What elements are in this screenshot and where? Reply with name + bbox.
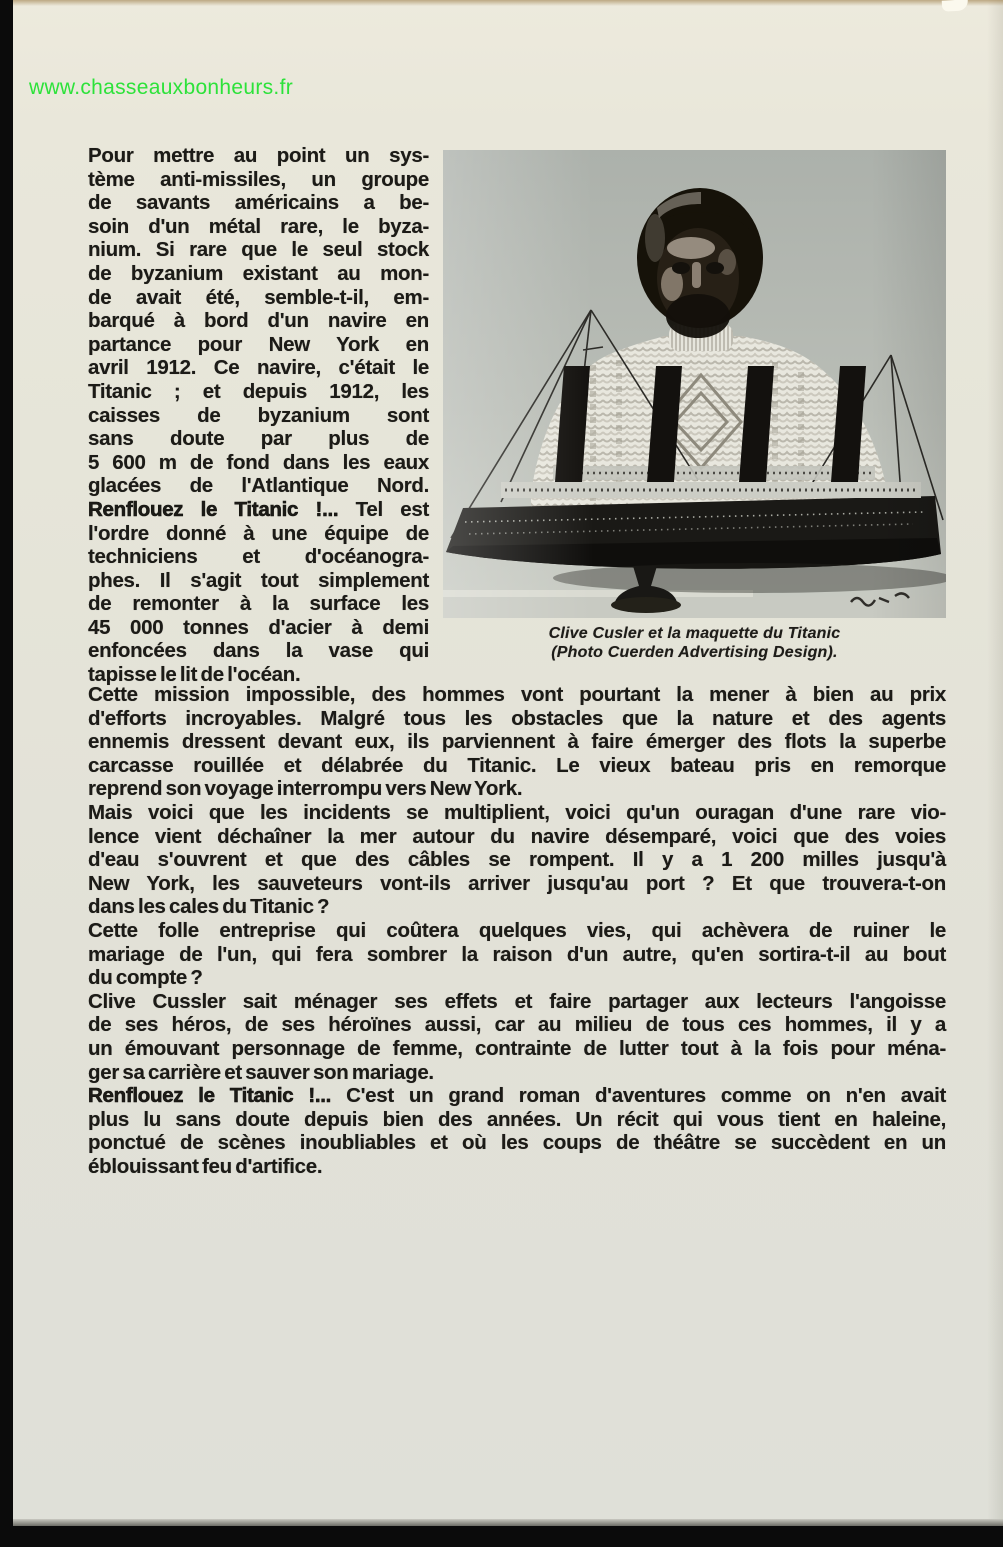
synopsis-left-column — [88, 144, 429, 687]
bold-title-run: Renflouez le Titanic !... — [88, 1084, 332, 1108]
text-line: phes. Il s'agit tout simplement — [88, 568, 429, 592]
author-photo — [443, 150, 946, 618]
text-line: soin d'un métal rare, le byza- — [88, 214, 429, 238]
text-line: Pour mettre au point un sys- — [88, 144, 429, 167]
page-top-edge-tint — [13, 0, 1003, 6]
text-line: reprend son voyage interrompu vers New York. — [88, 777, 523, 801]
text-line: Cette mission impossible, des hommes vont pourtant la mener à bien au prix — [88, 683, 946, 706]
text-line: lence vient déchaîner la mer autour du navire désemparé, voici que des voies — [88, 824, 946, 848]
text-line: ponctué de scènes inoubliables et où les coups de théâtre se succèdent en un — [88, 1131, 946, 1155]
text-line: du compte ? — [88, 966, 203, 990]
text-line: enfoncées dans la vase qui — [88, 639, 429, 663]
text-line: 5 600 m de fond dans les eaux — [88, 450, 429, 474]
text-line: Titanic ; et depuis 1912, les — [88, 379, 429, 403]
text-line: tapisse le lit de l'océan. — [88, 663, 301, 687]
watermark-url: www.chasseauxbonheurs.fr — [29, 76, 293, 99]
text-line: de avait été, semble-t-il, em- — [88, 285, 429, 309]
text-line: 45 000 tonnes d'acier à demi — [88, 615, 429, 639]
photo-caption — [443, 625, 946, 662]
text-line: dans les cales du Titanic ? — [88, 895, 330, 919]
text-line: carcasse rouillée et délabrée du Titanic. Le vieux bateau pris en remorque — [88, 753, 946, 777]
author-photo-figure — [443, 150, 946, 618]
text-line: glacées de l'Atlantique Nord. — [88, 474, 429, 498]
text-line: Renflouez le Titanic !... Tel est — [88, 497, 429, 521]
text-line: de savants américains a be- — [88, 191, 429, 215]
scan-edge-bottom — [0, 1526, 1003, 1547]
text-line: partance pour New York en — [88, 332, 429, 356]
text-line: New York, les sauveteurs vont-ils arriver jusqu'au port ? Et que trouvera-t-on — [88, 871, 946, 895]
text-line: tème anti-missiles, un groupe — [88, 167, 429, 191]
text-line: éblouissant feu d'artifice. — [88, 1154, 323, 1178]
text-line: un émouvant personnage de femme, contrainte de lutter tout à la fois pour ména- — [88, 1036, 946, 1060]
text-line: plus lu sans doute depuis bien des années. Un récit qui vous tient en haleine, — [88, 1107, 946, 1131]
text-line: de ses héros, de ses héroïnes aussi, car au milieu de tous ces hommes, il y a — [88, 1013, 946, 1037]
text-line: d'eau s'ouvrent et que des câbles se rompent. Il y a 1 200 milles jusqu'à — [88, 848, 946, 872]
text-line: de byzanium existant au mon- — [88, 261, 429, 285]
text-line: ennemis dressent devant eux, ils parviennent à faire émerger des flots la superbe — [88, 730, 946, 754]
text-line: sans doute par plus de — [88, 427, 429, 451]
text-line: caisses de byzanium sont — [88, 403, 429, 427]
text-line: Cette folle entreprise qui coûtera quelques vies, qui achèvera de ruiner le — [88, 918, 946, 942]
scan-edge-left — [0, 0, 13, 1547]
photo-caption-line1: Clive Cusler et la maquette du Titanic — [548, 625, 841, 642]
synopsis-main-text — [88, 683, 946, 1178]
text-line: Clive Cussler sait ménager ses effets et faire partager aux lecteurs l'angoisse — [88, 989, 946, 1013]
photo-edge-shading — [443, 150, 946, 618]
text-line: d'efforts incroyables. Malgré tous les obstacles que la nature et des agents — [88, 706, 946, 730]
text-line: nium. Si rare que le seul stock — [88, 238, 429, 262]
text-line: Renflouez le Titanic !... C'est un grand roman d'aventures comme on n'en avait — [88, 1084, 946, 1108]
text-line: l'ordre donné à une équipe de — [88, 521, 429, 545]
text-line: Mais voici que les incidents se multiplient, voici qu'un ouragan d'une rare vio- — [88, 800, 946, 824]
text-line: mariage de l'un, qui fera sombrer la raison d'un autre, qu'en sortira-t-il au bout — [88, 942, 946, 966]
text-line: de remonter à la surface les — [88, 592, 429, 616]
text-line: avril 1912. Ce navire, c'était le — [88, 356, 429, 380]
text-line: barqué à bord d'un navire en — [88, 309, 429, 333]
bold-title-run: Renflouez le Titanic !... — [88, 497, 339, 521]
photo-caption-line2: (Photo Cuerden Advertising Design). — [551, 643, 838, 661]
text-line: techniciens et d'océanogra- — [88, 545, 429, 569]
text-line: ger sa carrière et sauver son mariage. — [88, 1060, 434, 1084]
